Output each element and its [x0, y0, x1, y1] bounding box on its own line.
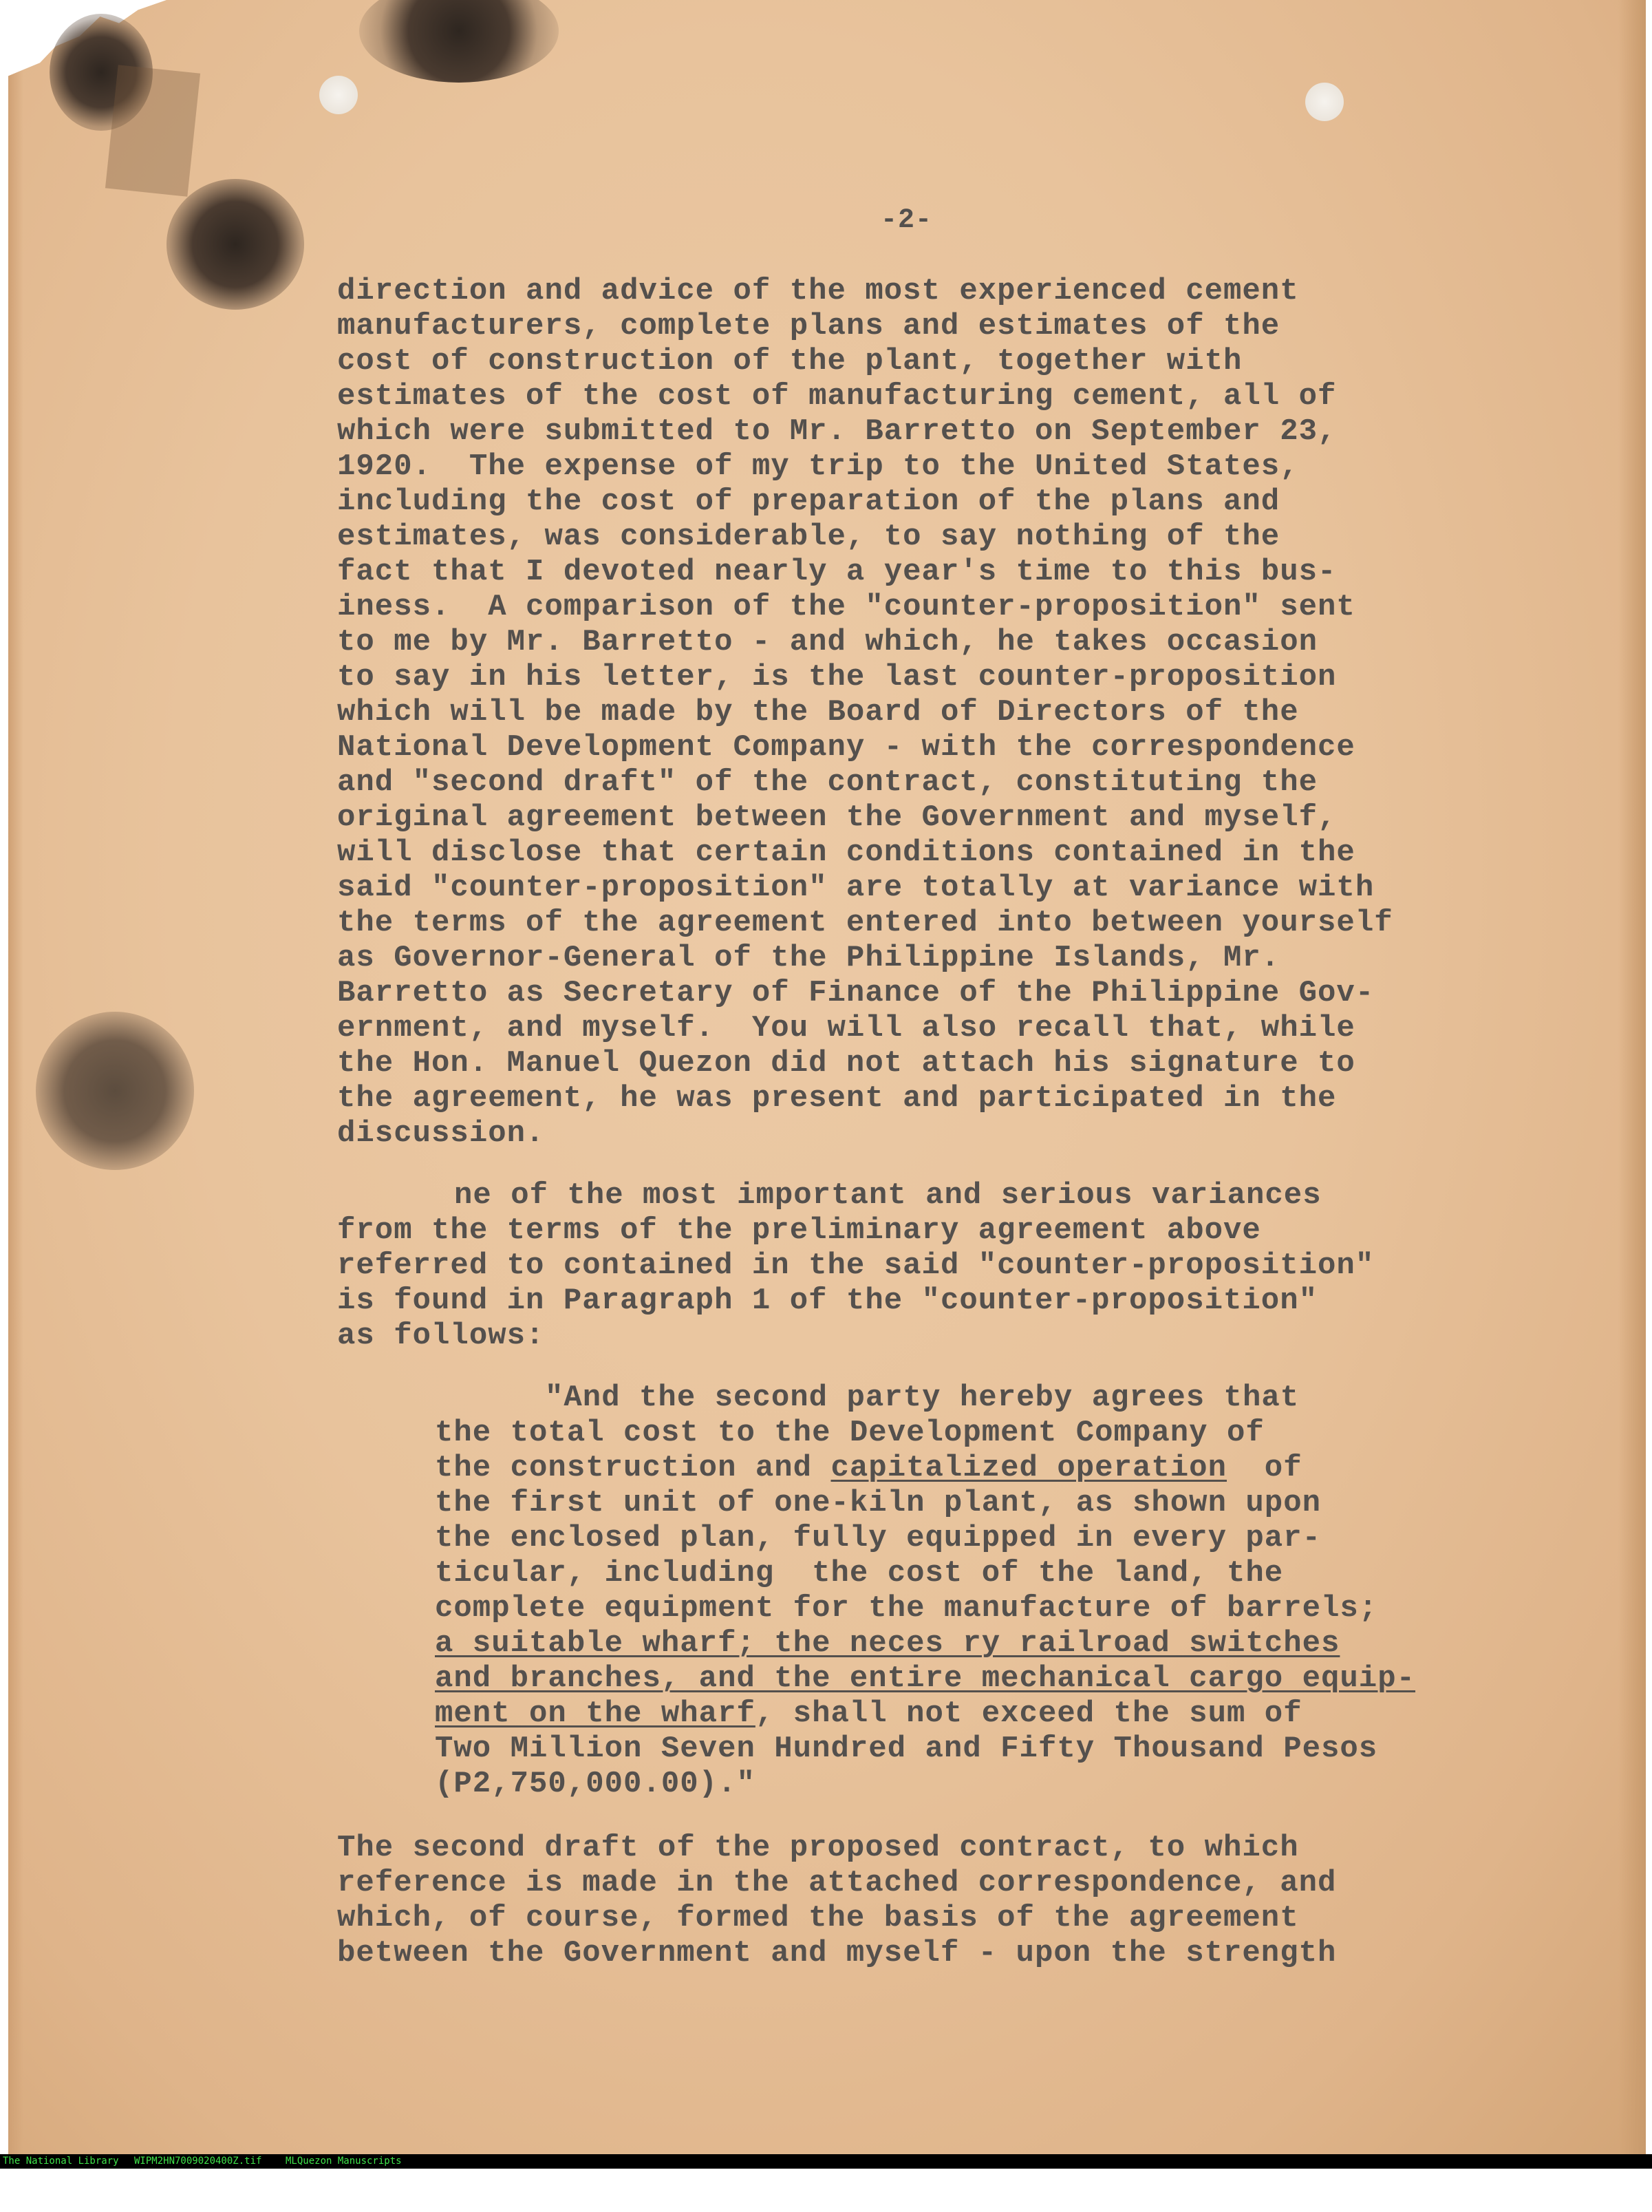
punch-hole-left	[319, 76, 358, 114]
ink-stain-left-margin	[36, 1012, 194, 1170]
text-line: the terms of the agreement entered into between yourself	[337, 906, 1393, 940]
text-line: ticular, including the cost of the land, the	[435, 1556, 1284, 1591]
text-line: Barretto as Secretary of Finance of the Philippine Gov-	[337, 976, 1375, 1010]
paper-edge-shadow-left	[8, 0, 23, 2154]
text-line: ne of the most important and serious variances	[454, 1178, 1322, 1213]
underlined-text: ment on the wharf	[435, 1697, 755, 1731]
text-line: discussion.	[337, 1116, 545, 1151]
document-page	[8, 0, 1646, 2154]
text-line: to me by Mr. Barretto - and which, he takes occasion	[337, 625, 1318, 659]
ink-stain-top	[359, 0, 559, 83]
text-segment: the construction and	[435, 1451, 831, 1485]
text-line: reference is made in the attached correspondence, and	[337, 1866, 1337, 1900]
text-line: 1920. The expense of my trip to the United States,	[337, 449, 1299, 484]
text-line: cost of construction of the plant, together with	[337, 344, 1243, 379]
paper-edge-shadow-right	[1618, 0, 1646, 2154]
text-line: is found in Paragraph 1 of the "counter-proposition"	[337, 1284, 1318, 1318]
page-number: -2-	[881, 205, 933, 236]
footer-collection: MLQuezon Manuscripts	[286, 2156, 402, 2167]
text-line: (P2,750,000.00)."	[435, 1767, 755, 1801]
text-segment: , shall not exceed the sum of	[755, 1697, 1302, 1731]
footer-filename: WIPM2HN7009020400Z.tif	[134, 2156, 262, 2167]
text-line: the agreement, he was present and participated in the	[337, 1081, 1337, 1116]
ink-stain-corner	[167, 179, 304, 310]
underlined-text: and branches, and the entire mechanical cargo equip-	[435, 1661, 1416, 1696]
text-line: the first unit of one-kiln plant, as shown upon	[435, 1486, 1322, 1520]
text-line: ernment, and myself. You will also recall that, while	[337, 1011, 1355, 1045]
text-line: as follows:	[337, 1319, 545, 1353]
underlined-text: a suitable wharf; the neces ry railroad switches	[435, 1626, 1340, 1661]
text-line: original agreement between the Government and myself,	[337, 800, 1337, 835]
text-line: which will be made by the Board of Directors of the	[337, 695, 1299, 730]
text-line: will disclose that certain conditions contained in the	[337, 836, 1355, 870]
footer-library: The National Library	[3, 2156, 119, 2167]
punch-hole-right	[1305, 83, 1344, 121]
text-line: said "counter-proposition" are totally at variance with	[337, 871, 1375, 905]
text-line: the enclosed plan, fully equipped in every par-	[435, 1521, 1322, 1555]
text-line: estimates of the cost of manufacturing cement, all of	[337, 379, 1337, 414]
text-line	[435, 1451, 1302, 1485]
text-line: the total cost to the Development Company of	[435, 1416, 1265, 1450]
text-line: as Governor-General of the Philippine Islands, Mr.	[337, 941, 1280, 975]
tape-residue	[105, 65, 200, 197]
text-line: National Development Company - with the correspondence	[337, 730, 1355, 765]
text-segment: of	[1227, 1451, 1302, 1485]
text-line: referred to contained in the said "counter-proposition"	[337, 1248, 1375, 1283]
text-line	[435, 1697, 1302, 1731]
text-line: which, of course, formed the basis of the agreement	[337, 1901, 1299, 1935]
text-line: direction and advice of the most experienced cement	[337, 274, 1299, 308]
underlined-text: capitalized operation	[830, 1451, 1227, 1485]
text-line: fact that I devoted nearly a year's time to this bus-	[337, 555, 1337, 589]
text-line: "And the second party hereby agrees that	[545, 1381, 1300, 1415]
text-line: iness. A comparison of the "counter-proposition" sent	[337, 590, 1355, 624]
text-line: estimates, was considerable, to say nothing of the	[337, 520, 1280, 554]
text-line: complete equipment for the manufacture of barrels;	[435, 1591, 1378, 1626]
text-line: to say in his letter, is the last counter-proposition	[337, 660, 1337, 694]
text-line: including the cost of preparation of the plans and	[337, 485, 1280, 519]
scan-footer	[0, 2154, 1652, 2169]
text-line: which were submitted to Mr. Barretto on September 23,	[337, 414, 1337, 449]
text-line: the Hon. Manuel Quezon did not attach his signature to	[337, 1046, 1355, 1081]
text-line: from the terms of the preliminary agreement above	[337, 1213, 1261, 1248]
text-line: and "second draft" of the contract, constituting the	[337, 765, 1318, 800]
text-line: Two Million Seven Hundred and Fifty Thousand Pesos	[435, 1732, 1378, 1766]
text-line: The second draft of the proposed contract, to which	[337, 1831, 1299, 1865]
text-line: between the Government and myself - upon the strength	[337, 1936, 1337, 1970]
text-line: manufacturers, complete plans and estimates of the	[337, 309, 1280, 343]
